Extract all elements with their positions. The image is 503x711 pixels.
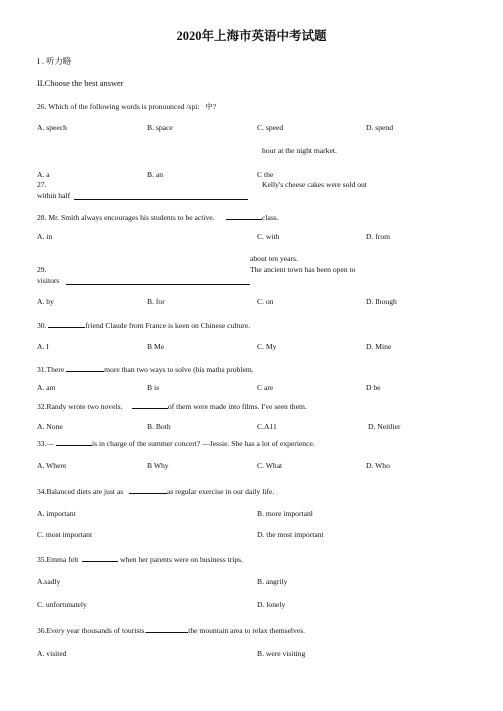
question-26: [37, 103, 216, 111]
section-listening: I . 听力略: [37, 57, 72, 66]
q30-option-a: A. I: [37, 342, 49, 351]
q36-option-b: B. were visiting: [257, 649, 306, 658]
question-36-tail: the mountain area to relax themselves.: [188, 626, 306, 635]
question-32: [37, 401, 307, 411]
question-35-tail: when her parents were on business trips.: [120, 555, 243, 564]
q32-option-d: D. Neitlier: [368, 422, 401, 431]
q29-stem-right-2: The ancient town has been open to: [250, 265, 356, 274]
q35-option-d: D. lonely: [257, 600, 286, 609]
question-34-stem: 34.Balanced diets are just as: [37, 487, 124, 496]
q31-option-b: B is: [147, 383, 160, 392]
q34-option-d: D. the most important: [257, 530, 324, 539]
question-31: [37, 364, 254, 374]
q29-option-a: A. by: [37, 297, 54, 306]
q29-option-b: B. for: [147, 297, 165, 306]
question-33-stem: 33.—: [37, 439, 55, 448]
question-33-tail: is in charge of the summer concert? —Jessie. She has a lot of experience.: [92, 439, 315, 448]
question-31-tail: more than two ways to solve (his maths problem.: [104, 365, 254, 374]
question-28-tail: class.: [261, 213, 279, 222]
q28-option-d: D. from: [366, 232, 391, 241]
q31-answer-blank: [66, 364, 104, 372]
question-35: [37, 554, 243, 564]
q34-answer-blank: [129, 486, 167, 494]
q32-option-a: A. None: [37, 422, 63, 431]
q29-stem-right-1: about ten years.: [250, 254, 298, 263]
question-34-tail: as regular exercise in our daily life.: [166, 487, 275, 496]
q27-option-c: C the: [257, 170, 274, 179]
q34-option-a: A. important: [37, 509, 76, 518]
q28-answer-blank: [226, 212, 262, 220]
q26-option-d: D. spend: [366, 123, 393, 132]
q29-option-d: D. Ihough: [366, 297, 397, 306]
question-34: [37, 486, 274, 496]
q33-answer-blank: [56, 438, 92, 446]
q28-option-c: C. with: [257, 232, 280, 241]
question-32-stem: 32.Randy wrote two novels.: [37, 402, 123, 411]
q30-option-c: C. My: [257, 342, 277, 351]
q26-option-a: A. speech: [37, 123, 67, 132]
q29-stem-left: visitors: [37, 276, 60, 285]
q27-stem-right-1: hour at the night market.: [262, 146, 337, 155]
q31-option-d: D be: [366, 383, 381, 392]
q27-stem-right-2: Kelly's cheese cakes were sold out: [262, 180, 367, 189]
question-26-tail: 中?: [205, 102, 217, 111]
q27-option-b: B. an: [147, 170, 164, 179]
page-title: 2020年上海市英语中考试题: [176, 29, 327, 43]
q30-answer-blank: [48, 320, 85, 328]
question-32-tail: of them were made into films. I've seen them.: [167, 402, 307, 411]
q35-option-a: A.sadly: [37, 577, 61, 586]
question-30-tail: friend Claude from France is keen on Chinese culture.: [85, 321, 251, 330]
q33-option-c: C. What: [257, 461, 283, 470]
q26-option-b: B. space: [147, 123, 173, 132]
q27-number: 27.: [37, 180, 47, 189]
q33-option-b: B Why: [147, 461, 169, 470]
q35-option-c: C. unfortunately: [37, 600, 87, 609]
q29-option-c: C. on: [257, 297, 274, 306]
q32-answer-blank: [132, 401, 168, 409]
q27-option-a: A. a: [37, 170, 50, 179]
question-28: [37, 212, 279, 222]
q27-stem-left: within half: [37, 191, 71, 200]
q31-option-a: A. am: [37, 383, 56, 392]
question-28-stem: 28. Mr. Smith always encourages his students to be active.: [37, 213, 215, 222]
q29-answer-blank: [66, 284, 250, 285]
q27-answer-blank: [74, 199, 248, 200]
q32-option-c: C.A11: [257, 422, 277, 431]
question-36: [37, 625, 305, 635]
q36-option-a: A. visited: [37, 649, 67, 658]
q34-option-c: C. most important: [37, 530, 93, 539]
q28-option-a: A. in: [37, 232, 53, 241]
question-35-stem: 35.Emma felt: [37, 555, 79, 564]
section-choose: II.Choose the best answer: [37, 79, 124, 88]
q35-option-b: B. angrily: [257, 577, 288, 586]
question-31-stem: 31.There: [37, 365, 65, 374]
question-26-stem: 26. Which of the following words is pronounced /spi:: [37, 102, 200, 111]
q32-option-b: B. Both: [147, 422, 171, 431]
question-33: [37, 438, 315, 448]
q33-option-a: A. Where: [37, 461, 67, 470]
q35-answer-blank: [82, 554, 118, 562]
question-30-stem: 30.: [37, 321, 47, 330]
q30-option-b: B Me: [147, 342, 165, 351]
question-30: [37, 320, 250, 330]
q26-option-c: C. speed: [257, 123, 284, 132]
q36-answer-blank: [146, 625, 188, 633]
q29-number: 29.: [37, 265, 47, 274]
q34-option-b: B. more importanl: [257, 509, 313, 518]
q31-option-c: C are: [257, 383, 274, 392]
q30-option-d: D. Mine: [366, 342, 392, 351]
q33-option-d: D. Who: [366, 461, 390, 470]
question-36-stem: 36.Every year thousands of tourists.: [37, 626, 147, 635]
